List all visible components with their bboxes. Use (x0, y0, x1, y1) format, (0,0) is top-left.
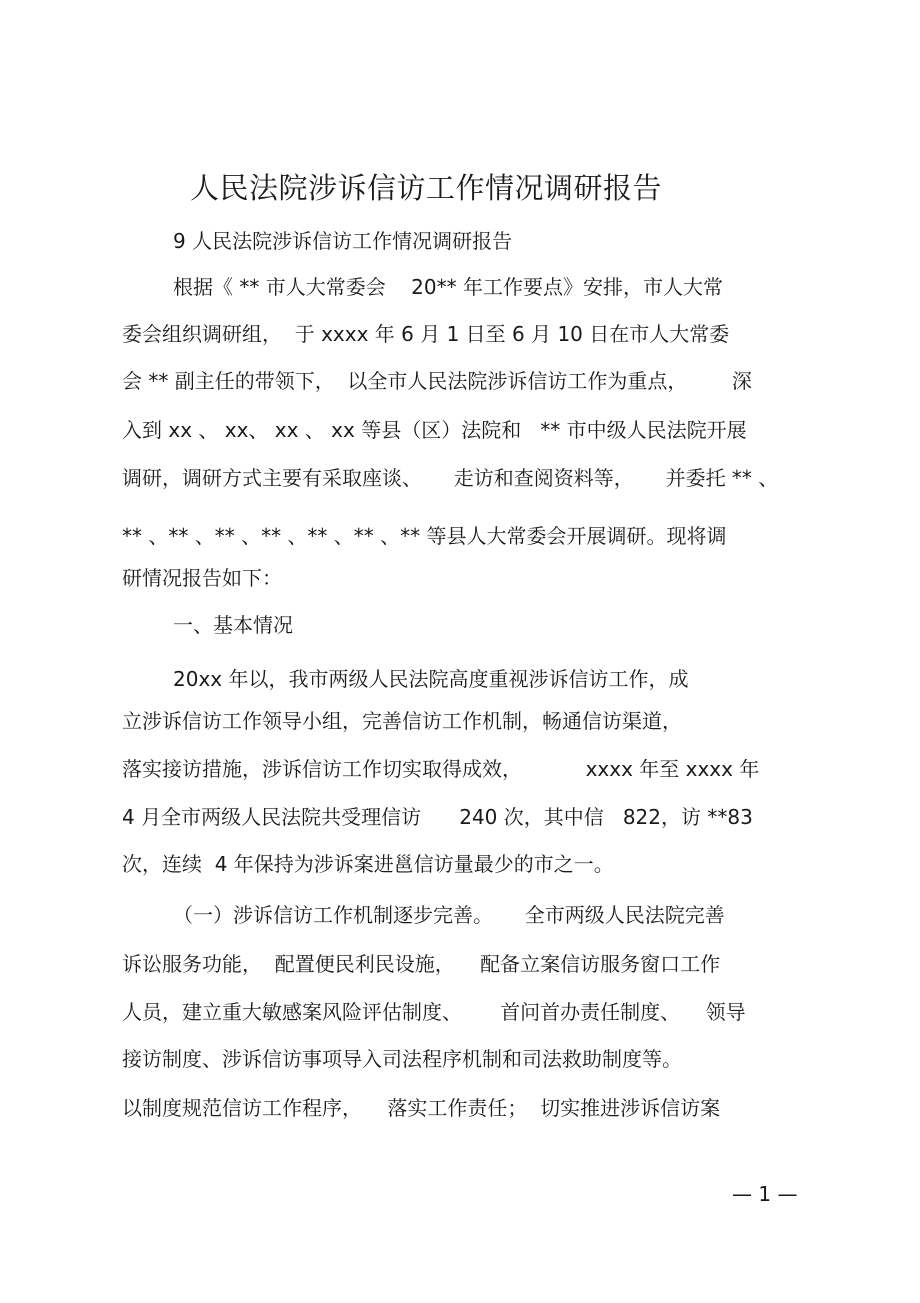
paragraph-line: 落实接访措施，涉诉信访工作切实取得成效， xxxx 年至 xxxx 年 (122, 757, 760, 781)
paragraph-line: 人员，建立重大敏感案风险评估制度、 首问首办责任制度、 领导 (122, 1000, 746, 1024)
page-number: — 1 — (732, 1182, 798, 1206)
subtitle-line: 9 人民法院涉诉信访工作情况调研报告 (173, 229, 513, 253)
subsection-line: （一）涉诉信访工作机制逐步完善。 全市两级人民法院完善 (173, 903, 725, 927)
paragraph-line: 接访制度、涉诉信访事项导入司法程序机制和司法救助制度等。 (122, 1047, 682, 1071)
paragraph-line: 以制度规范信访工作程序， 落实工作责任； 切实推进涉诉信访案 (122, 1096, 721, 1120)
paragraph-line: 4 月全市两级人民法院共受理信访 240 次，其中信 822，访 **83 (122, 805, 753, 829)
section-heading: 一、基本情况 (173, 613, 293, 637)
paragraph-line: 诉讼服务功能， 配置便民利民设施， 配备立案信访服务窗口工作 (122, 952, 721, 976)
paragraph-line: ** 、** 、** 、** 、** 、** 、** 等县人大常委会开展调研。现将调 (122, 524, 727, 548)
document-title: 人民法院涉诉信访工作情况调研报告 (190, 171, 663, 205)
paragraph-line: 20xx 年以，我市两级人民法院高度重视涉诉信访工作，成 (173, 667, 689, 691)
paragraph-line: 研情况报告如下： (122, 566, 282, 590)
paragraph-line: 调研，调研方式主要有采取座谈、 走访和查阅资料等， 并委托 ** 、 (122, 466, 779, 490)
paragraph-line: 次，连续 4 年保持为涉诉案进邕信访量最少的市之一。 (122, 852, 614, 876)
paragraph-line: 委会组织调研组， 于 xxxx 年 6 月 1 日至 6 月 10 日在市人大常委 (122, 322, 730, 346)
paragraph-line: 根据《 ** 市人大常委会 20** 年工作要点》安排，市人大常 (173, 275, 723, 299)
paragraph-line: 立涉诉信访工作领导小组，完善信访工作机制，畅通信访渠道， (122, 709, 682, 733)
paragraph-line: 入到 xx 、 xx、 xx 、 xx 等县（区）法院和 ** 市中级人民法院开展 (122, 418, 747, 442)
paragraph-line: 会 ** 副主任的带领下， 以全市人民法院涉诉信访工作为重点， 深 (122, 369, 752, 393)
